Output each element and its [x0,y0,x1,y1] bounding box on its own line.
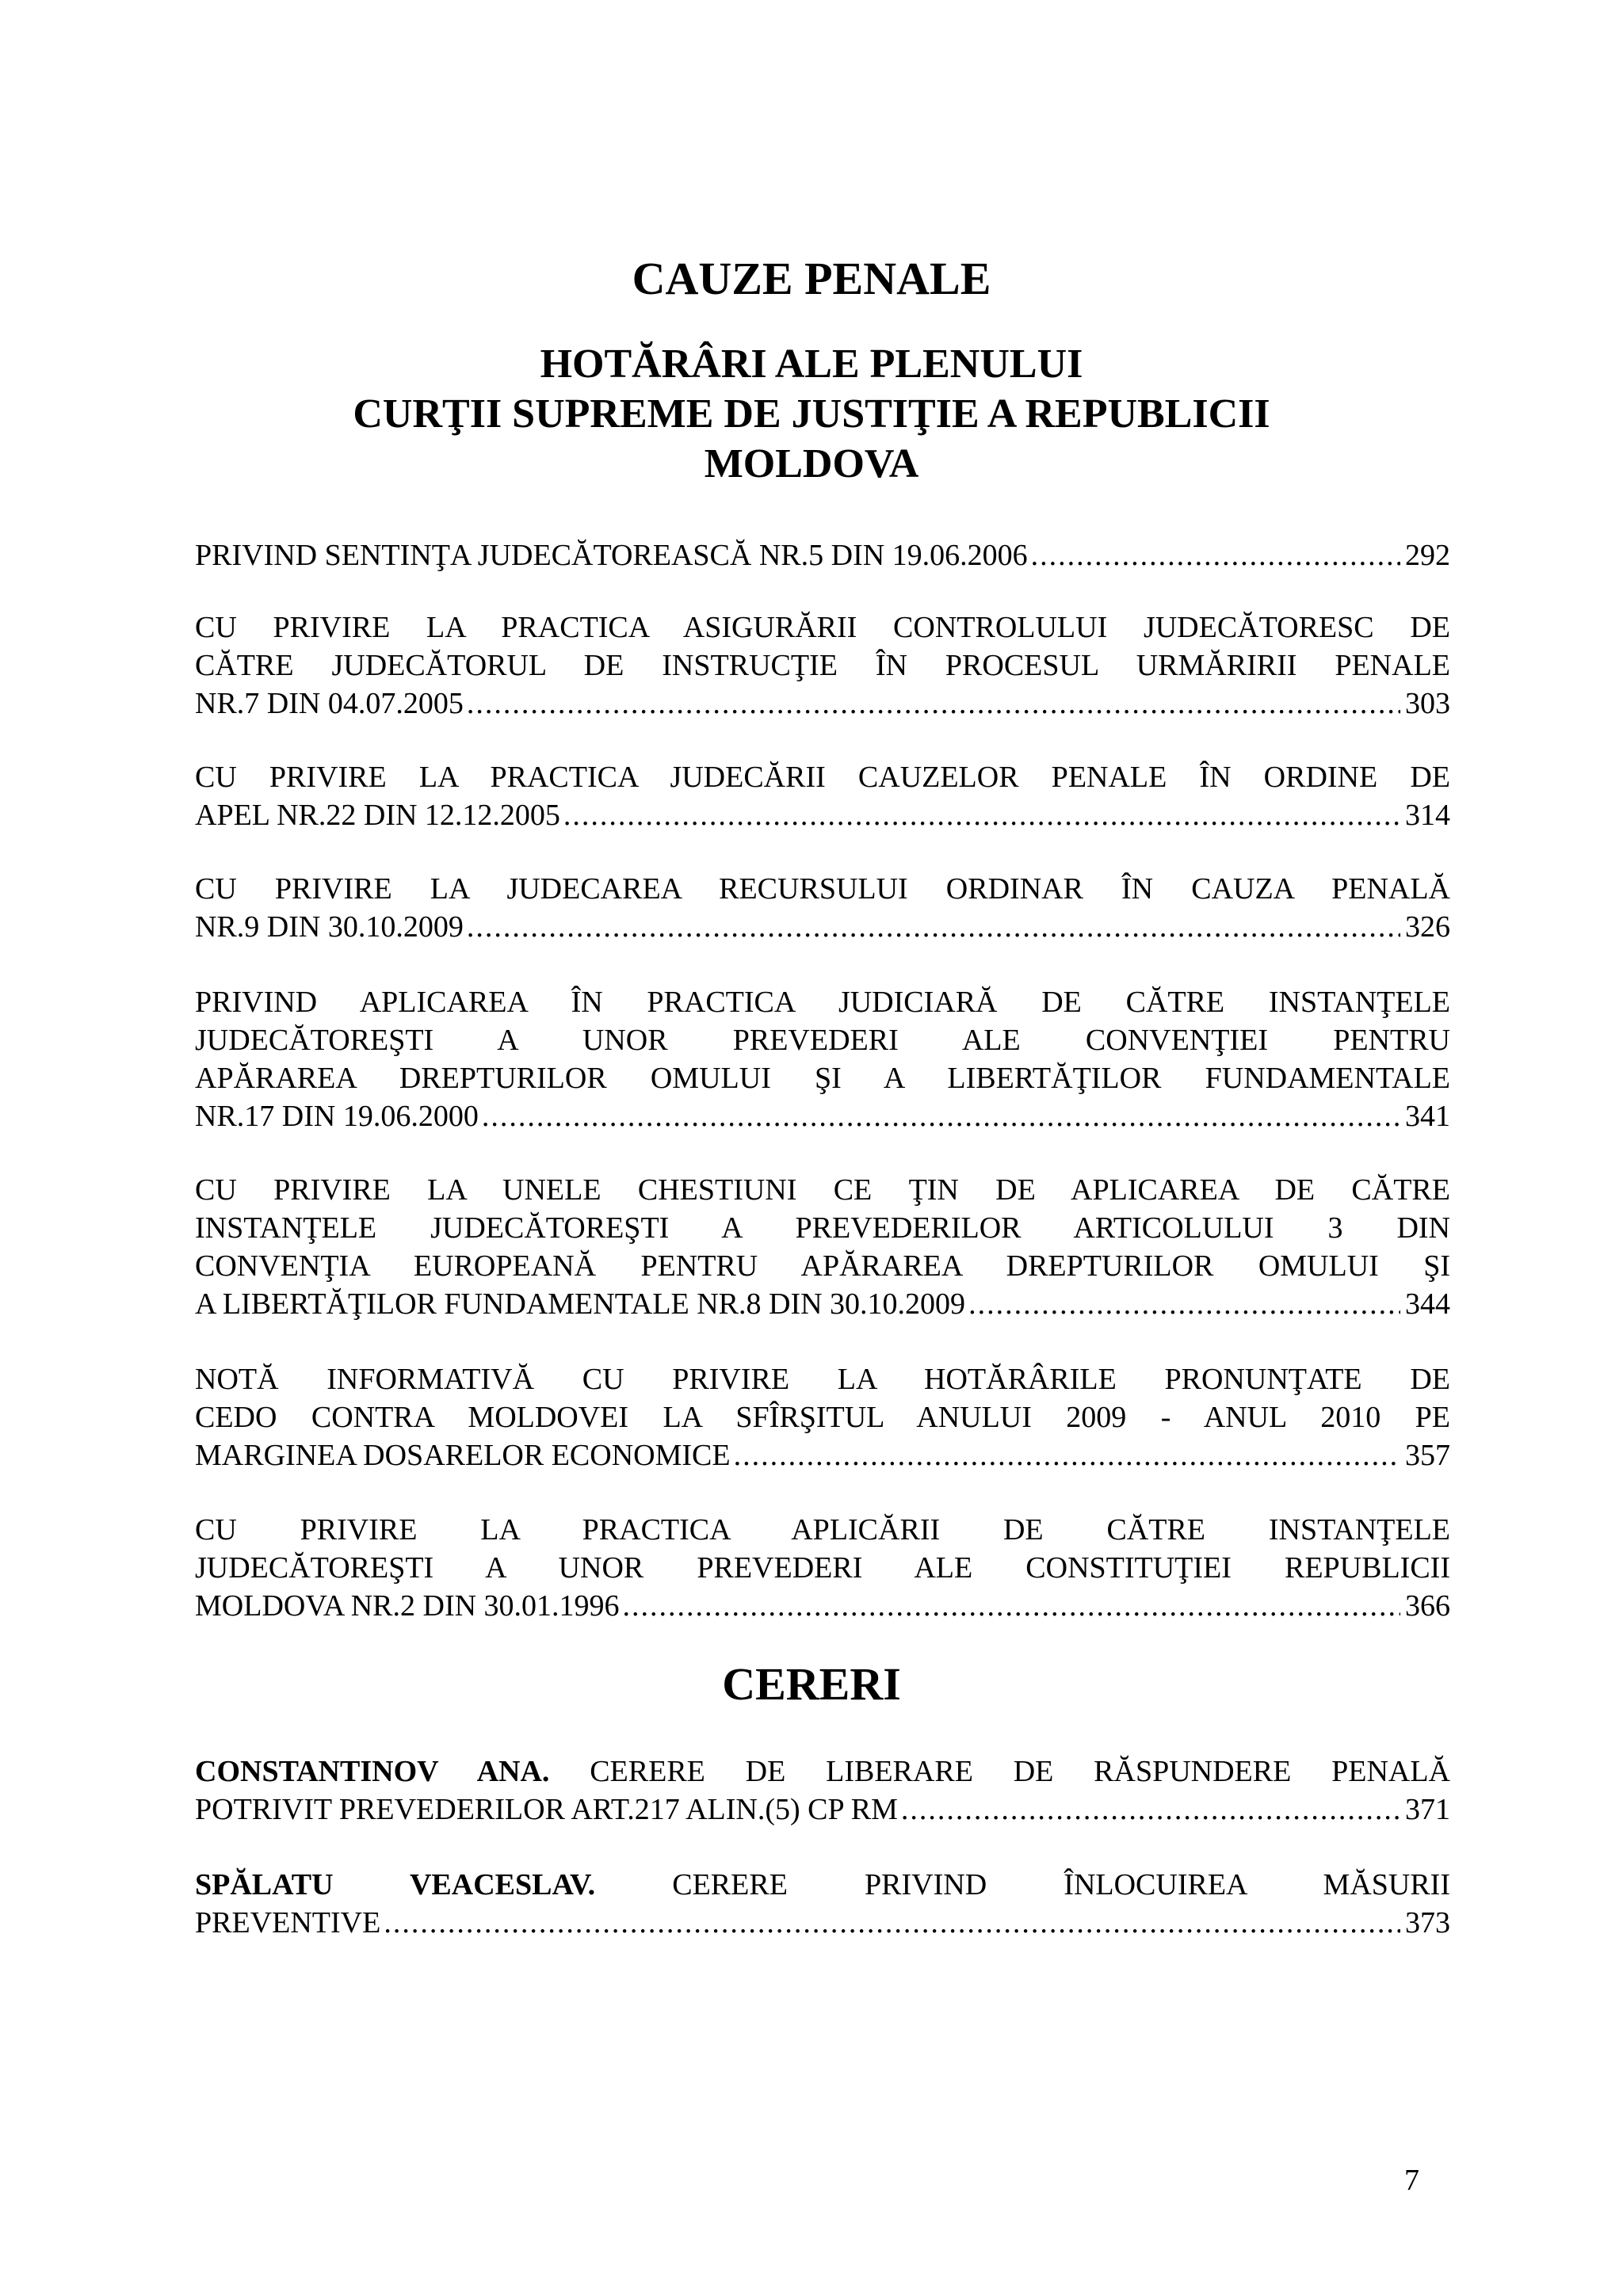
toc-entry-last-line [195,796,1450,834]
toc-entry-title: MOLDOVA NR.2 DIN 30.01.1996 [195,1589,620,1623]
toc-entry-title: NR.17 DIN 19.06.2000 [195,1100,479,1133]
toc-entry[interactable] [195,1171,1450,1323]
toc-page-number: 314 [1405,799,1450,832]
toc-entry-line: CU PRIVIRE LA PRACTICA ASIGURĂRII CONTROLULUI JUDECĂTORESC DE [195,611,1450,644]
toc-entry[interactable] [195,1511,1450,1625]
toc-entry-title: NR.9 DIN 30.10.2009 [195,910,464,944]
toc-page-number: 341 [1405,1100,1450,1133]
dot-leader [734,1436,1400,1474]
dot-leader [563,796,1400,834]
toc-entry-title: PREVENTIVE [195,1906,381,1939]
toc-entry[interactable] [195,1360,1450,1474]
toc-entry[interactable] [195,608,1450,723]
toc-entry[interactable] [195,536,1450,574]
toc-page-number: 303 [1405,687,1450,720]
toc-page-number: 326 [1405,910,1450,944]
toc-entry-line: CONVENŢIA EUROPEANĂ PENTRU APĂRAREA DREPTURILOR OMULUI ŞI [195,1249,1450,1283]
toc-entry-last-line [195,908,1450,946]
section-title-cauze-penale: CAUZE PENALE [632,253,991,304]
applicant-name: SPĂLATU VEACESLAV. [195,1868,596,1901]
dot-leader [384,1904,1400,1942]
toc-entry-title: PRIVIND SENTINŢA JUDECĂTOREASCĂ NR.5 DIN 19.06.2006 [195,539,1028,572]
dot-leader [968,1285,1400,1323]
toc-entry-title: MARGINEA DOSARELOR ECONOMICE [195,1439,731,1472]
toc-page-number: 366 [1405,1589,1450,1623]
applicant-name: CONSTANTINOV ANA. [195,1755,550,1788]
toc-entry-title: POTRIVIT PREVEDERILOR ART.217 ALIN.(5) CP RM [195,1793,898,1826]
toc-entry-line: CĂTRE JUDECĂTORUL DE INSTRUCŢIE ÎN PROCESUL URMĂRIRII PENALE [195,649,1450,682]
dot-leader [623,1587,1400,1625]
toc-entry-line: CU PRIVIRE LA PRACTICA APLICĂRII DE CĂTRE INSTANŢELE [195,1513,1450,1547]
toc-entry-cerere[interactable] [195,1753,1450,1829]
dot-leader [467,685,1400,723]
toc-entry-line [195,1753,1450,1791]
subtitle-line-3: MOLDOVA [704,441,919,486]
dot-leader [467,908,1400,946]
toc-entry-line: INSTANŢELE JUDECĂTOREŞTI A PREVEDERILOR ARTICOLULUI 3 DIN [195,1211,1450,1245]
toc-page-number: 344 [1405,1287,1450,1321]
toc-entry-line-rest: CERERE PRIVIND ÎNLOCUIREA MĂSURII [595,1868,1450,1901]
toc-page-number: 292 [1405,539,1450,572]
toc-entry-line: CU PRIVIRE LA PRACTICA JUDECĂRII CAUZELOR PENALE ÎN ORDINE DE [195,761,1450,794]
toc-entry-line: CEDO CONTRA MOLDOVEI LA SFÎRŞITUL ANULUI 2009 - ANUL 2010 PE [195,1401,1450,1434]
toc-entry-line [195,1866,1450,1904]
dot-leader [901,1791,1400,1829]
toc-entry-last-line [195,685,1450,723]
toc-entry-line: NOTĂ INFORMATIVĂ CU PRIVIRE LA HOTĂRÂRILE PRONUNŢATE DE [195,1363,1450,1396]
toc-entry-title: A LIBERTĂŢILOR FUNDAMENTALE NR.8 DIN 30.10.2009 [195,1287,966,1321]
section-title-cereri: CERERI [722,1658,901,1710]
toc-entry-line-rest: CERERE DE LIBERARE DE RĂSPUNDERE PENALĂ [549,1755,1450,1788]
toc-entry-line: CU PRIVIRE LA UNELE CHESTIUNI CE ŢIN DE APLICAREA DE CĂTRE [195,1173,1450,1207]
toc-entry[interactable] [195,870,1450,946]
toc-entry-line: PRIVIND APLICAREA ÎN PRACTICA JUDICIARĂ DE CĂTRE INSTANŢELE [195,986,1450,1019]
toc-entry-last-line [195,536,1450,574]
toc-entry[interactable] [195,758,1450,834]
page-number: 7 [1404,2164,1419,2197]
toc-page-number: 373 [1405,1906,1450,1939]
subtitle-line-2: CURŢII SUPREME DE JUSTIŢIE A REPUBLICII [353,391,1270,437]
toc-entry-title: APEL NR.22 DIN 12.12.2005 [195,799,560,832]
subtitle-line-1: HOTĂRÂRI ALE PLENULUI [540,341,1083,387]
toc-entry-line: CU PRIVIRE LA JUDECAREA RECURSULUI ORDINAR ÎN CAUZA PENALĂ [195,872,1450,906]
toc-entry[interactable] [195,983,1450,1135]
toc-entry-last-line [195,1587,1450,1625]
section-subtitle [0,339,1623,489]
toc-entry-last-line [195,1904,1450,1942]
toc-page-number: 371 [1405,1793,1450,1826]
toc-entry-last-line [195,1436,1450,1474]
dot-leader [482,1097,1400,1135]
toc-entry-line: JUDECĂTOREŞTI A UNOR PREVEDERI ALE CONVENŢIEI PENTRU [195,1024,1450,1057]
toc-entry-cerere[interactable] [195,1866,1450,1942]
toc-entry-last-line [195,1097,1450,1135]
toc-entry-line: APĂRAREA DREPTURILOR OMULUI ŞI A LIBERTĂŢILOR FUNDAMENTALE [195,1062,1450,1095]
toc-entry-line: JUDECĂTOREŞTI A UNOR PREVEDERI ALE CONSTITUŢIEI REPUBLICII [195,1551,1450,1585]
toc-entry-last-line [195,1285,1450,1323]
dot-leader [1031,536,1400,574]
toc-entry-title: NR.7 DIN 04.07.2005 [195,687,464,720]
toc-entry-last-line [195,1791,1450,1829]
toc-page-number: 357 [1405,1439,1450,1472]
